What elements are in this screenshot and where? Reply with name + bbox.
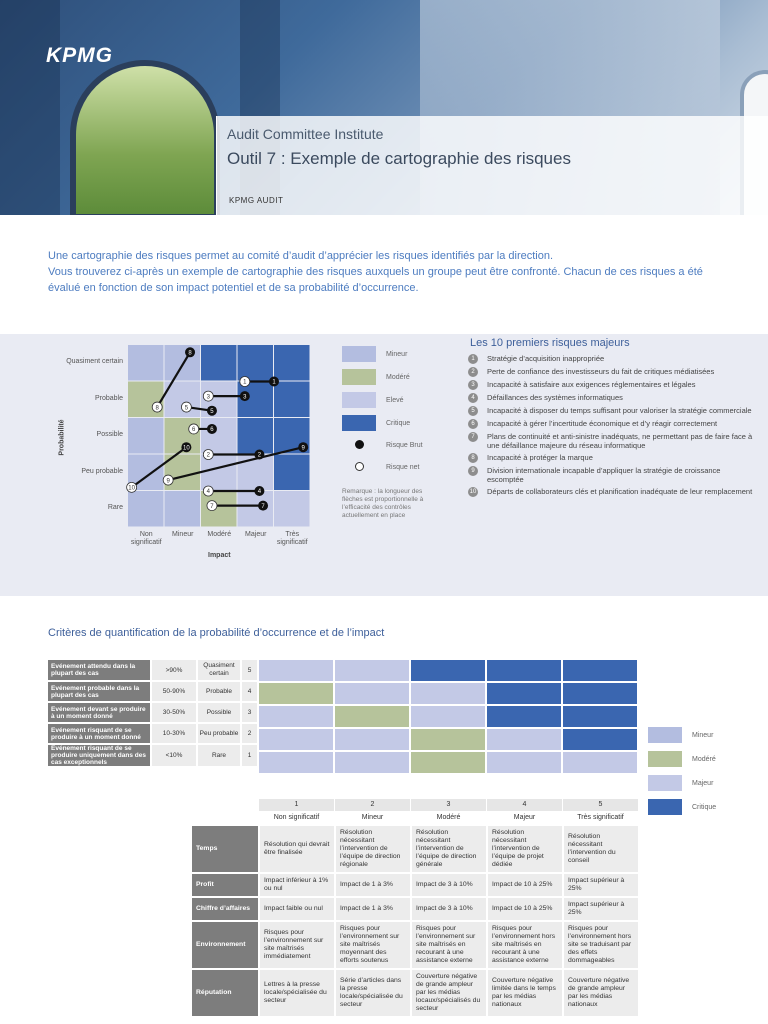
likelihood-row bbox=[48, 681, 257, 702]
likelihood-desc: Evénement devant se produire à un moment donné bbox=[48, 702, 151, 723]
criteria-title: Critères de quantification de la probabilité d’occurrence et de l’impact bbox=[48, 627, 385, 639]
risk-cell bbox=[128, 491, 164, 527]
legend-risque-net bbox=[342, 462, 419, 473]
top10-item bbox=[468, 466, 758, 484]
criteria-cell bbox=[335, 683, 409, 704]
impact-cell: Résolution nécessitant l’intervention de l’équipe de direction générale bbox=[411, 826, 487, 873]
risk-net-label: 5 bbox=[184, 405, 189, 412]
risk-cell bbox=[201, 345, 237, 381]
kpmg-logo: KPMG bbox=[46, 44, 113, 67]
risk-cell bbox=[238, 418, 274, 454]
risk-net-label: 8 bbox=[155, 405, 159, 412]
impact-cell: Résolution nécessitant l’intervention du conseil bbox=[563, 826, 639, 873]
risk-net-label: 3 bbox=[206, 394, 210, 401]
criteria-cell bbox=[335, 660, 409, 681]
number-badge-icon: 3 bbox=[468, 380, 478, 390]
risk-brut-label: 10 bbox=[183, 445, 190, 452]
risk-brut-label: 2 bbox=[257, 452, 262, 459]
risk-cell bbox=[128, 418, 164, 454]
impact-cell: Impact de 10 à 25% bbox=[487, 873, 563, 897]
risk-map-remark: Remarque : la longueur des flèches est proportionnelle à l’efficacité des contrôles actuellement en place bbox=[342, 488, 424, 519]
risk-cell bbox=[165, 345, 201, 381]
top10-item-text: Stratégie d’acquisition inappropriée bbox=[487, 354, 605, 363]
impact-cell: Impact inférieur à 1% ou nul bbox=[259, 873, 335, 897]
risk-net-label: 10 bbox=[128, 485, 135, 492]
hollow-dot-icon bbox=[342, 462, 376, 473]
impact-cell: Impact de 1 à 3% bbox=[335, 897, 411, 921]
likelihood-row bbox=[48, 723, 257, 744]
risk-cell bbox=[165, 491, 201, 527]
likelihood-row bbox=[48, 702, 257, 723]
top10-item-text: Plans de continuité et anti-sinistre inadéquats, ne permettant pas de faire face à une défaillance majeure du réseau informatique bbox=[487, 432, 753, 450]
legend-critique bbox=[342, 415, 410, 431]
intro-paragraph-2: Vous trouverez ci-après un exemple de cartographie des risques auxquels un groupe peut être confronté. Chacun de ces risques a été évalué en fonction de son impact potentiel et de sa probabilité d’occurrence. bbox=[48, 266, 703, 294]
top10-item-text: Départs de collaborateurs clés et planification inadéquate de leur remplacement bbox=[487, 487, 753, 496]
legend-swatch bbox=[648, 775, 682, 791]
legend-swatch bbox=[648, 799, 682, 815]
impact-category: Réputation bbox=[192, 969, 259, 1017]
legend-majeur bbox=[648, 774, 716, 792]
risk-net-label: 1 bbox=[243, 379, 247, 386]
legend-label: Risque net bbox=[386, 464, 420, 471]
impact-category: Temps bbox=[192, 826, 259, 873]
criteria-cell bbox=[411, 752, 485, 773]
x-tick-label: Majeur bbox=[245, 530, 267, 538]
legend-modere bbox=[342, 369, 410, 385]
x-axis-title: Impact bbox=[208, 552, 231, 559]
criteria-cell bbox=[487, 706, 561, 727]
risk-brut-label: 4 bbox=[257, 489, 262, 496]
impact-cell: Lettres à la presse locale/spécialisée du secteur bbox=[259, 969, 335, 1017]
top10-item-text: Incapacité à satisfaire aux exigences réglementaires et légales bbox=[487, 380, 696, 389]
likelihood-lab: Possible bbox=[197, 702, 241, 723]
legend-label: Elevé bbox=[386, 396, 404, 404]
top10-list bbox=[468, 354, 758, 500]
likelihood-row bbox=[48, 660, 257, 681]
institute-name: Audit Committee Institute bbox=[227, 126, 384, 142]
number-badge-icon: 5 bbox=[468, 406, 478, 416]
likelihood-lab: Quasiment certain bbox=[197, 660, 241, 681]
legend-mineur bbox=[342, 346, 407, 362]
risk-cell bbox=[274, 455, 310, 491]
criteria-cell bbox=[411, 706, 485, 727]
top10-item bbox=[468, 367, 758, 377]
impact-row bbox=[192, 969, 639, 1017]
risk-brut-label: 7 bbox=[261, 503, 265, 510]
impact-criteria-table bbox=[192, 826, 640, 1018]
impact-number: 5 bbox=[563, 799, 639, 811]
criteria-cell bbox=[259, 706, 333, 727]
likelihood-lab: Peu probable bbox=[197, 723, 241, 744]
legend-swatch bbox=[648, 751, 682, 767]
legend-swatch bbox=[342, 346, 376, 362]
legend-label: Critique bbox=[386, 419, 411, 427]
risk-net-label: 4 bbox=[206, 489, 210, 496]
criteria-cell bbox=[487, 683, 561, 704]
top10-item bbox=[468, 419, 758, 429]
impact-cell: Impact faible ou nul bbox=[259, 897, 335, 921]
top10-item bbox=[468, 487, 758, 497]
likelihood-pct: >90% bbox=[151, 660, 197, 681]
risk-brut-label: 9 bbox=[301, 445, 305, 452]
criteria-cell bbox=[259, 660, 333, 681]
impact-cell: Impact de 3 à 10% bbox=[411, 897, 487, 921]
risk-cell bbox=[201, 418, 237, 454]
page-subtitle: KPMG AUDIT bbox=[229, 196, 284, 205]
top10-item-text: Défaillances des systèmes informatiques bbox=[487, 393, 623, 402]
y-tick-label: Possible bbox=[96, 431, 123, 439]
x-tick-label: Modéré bbox=[207, 530, 232, 538]
number-badge-icon: 7 bbox=[468, 432, 478, 442]
likelihood-lab: Probable bbox=[197, 681, 241, 702]
criteria-cell bbox=[335, 706, 409, 727]
impact-category: Profit bbox=[192, 873, 259, 897]
top10-item bbox=[468, 432, 758, 450]
impact-cell: Série d’articles dans la presse locale/spécialisée du secteur bbox=[335, 969, 411, 1017]
legend-label: Majeur bbox=[692, 779, 714, 787]
risk-cell bbox=[272, 379, 310, 418]
intro-paragraph-1: Une cartographie des risques permet au comité d’audit d’apprécier les risques identifiés par la direction. bbox=[48, 250, 554, 262]
impact-name: Majeur bbox=[487, 812, 563, 824]
likelihood-desc: Evénement risquant de se produire uniquement dans des cas exceptionnels bbox=[48, 744, 151, 767]
likelihood-n: 4 bbox=[241, 681, 257, 702]
impact-name: Modéré bbox=[411, 812, 487, 824]
criteria-cell bbox=[411, 729, 485, 750]
risk-cell bbox=[201, 452, 237, 491]
likelihood-pct: 50-90% bbox=[151, 681, 197, 702]
impact-name: Mineur bbox=[335, 812, 411, 824]
impact-name: Très significatif bbox=[563, 812, 639, 824]
criteria-cell bbox=[563, 706, 637, 727]
likelihood-pct: <10% bbox=[151, 744, 197, 767]
top10-item bbox=[468, 380, 758, 390]
number-badge-icon: 6 bbox=[468, 419, 478, 429]
criteria-cell bbox=[563, 660, 637, 681]
legend-swatch bbox=[342, 415, 376, 431]
y-tick-label: Quasiment certain bbox=[66, 358, 123, 366]
legend-eleve bbox=[342, 392, 404, 408]
likelihood-pct: 30-50% bbox=[151, 702, 197, 723]
impact-cell: Résolution nécessitant l’intervention de l’équipe de projet dédiée bbox=[487, 826, 563, 873]
criteria-legend bbox=[648, 726, 716, 822]
y-tick-label: Peu probable bbox=[81, 467, 123, 475]
likelihood-n: 2 bbox=[241, 723, 257, 744]
impact-category: Environnement bbox=[192, 921, 259, 969]
risk-net-label: 6 bbox=[192, 427, 196, 434]
top10-item-text: Perte de confiance des investisseurs du fait de critiques médiatisées bbox=[487, 367, 715, 376]
criteria-cell bbox=[487, 729, 561, 750]
impact-number: 1 bbox=[259, 799, 335, 811]
impact-cell: Risques pour l’environnement sur site maîtrisés moyennant des efforts soutenus bbox=[335, 921, 411, 969]
criteria-cell bbox=[487, 752, 561, 773]
likelihood-table bbox=[48, 660, 257, 768]
impact-cell: Impact de 3 à 10% bbox=[411, 873, 487, 897]
legend-label: Mineur bbox=[692, 731, 714, 739]
risk-cell bbox=[274, 345, 310, 381]
impact-names-row bbox=[259, 812, 639, 824]
impact-cell: Impact de 10 à 25% bbox=[487, 897, 563, 921]
legend-label: Modéré bbox=[692, 755, 716, 763]
impact-cell: Résolution nécessitant l’intervention de l’équipe de direction régionale bbox=[335, 826, 411, 873]
impact-cell: Risques pour l’environnement sur site maîtrisés en recourant à une assistance externe bbox=[411, 921, 487, 969]
risk-cell bbox=[238, 491, 274, 527]
impact-cell: Risques pour l’environnement hors site maîtrisés en recourant à une assistance externe bbox=[487, 921, 563, 969]
impact-row bbox=[192, 873, 639, 897]
top10-item bbox=[468, 406, 758, 416]
legend-label: Risque Brut bbox=[386, 442, 423, 449]
likelihood-n: 1 bbox=[241, 744, 257, 767]
y-axis-title: Probabilité bbox=[58, 419, 66, 456]
likelihood-row bbox=[48, 744, 257, 767]
impact-cell: Couverture négative de grande ampleur par les médias nationaux bbox=[563, 969, 639, 1017]
impact-number: 4 bbox=[487, 799, 563, 811]
number-badge-icon: 8 bbox=[468, 453, 478, 463]
top10-item bbox=[468, 393, 758, 403]
likelihood-n: 5 bbox=[241, 660, 257, 681]
criteria-cell bbox=[411, 660, 485, 681]
impact-name: Non significatif bbox=[259, 812, 335, 824]
top10-item-text: Incapacité à gérer l’incertitude économique et d’y réagir correctement bbox=[487, 419, 718, 428]
top10-item bbox=[468, 453, 758, 463]
risk-cell bbox=[238, 345, 274, 381]
criteria-cell bbox=[563, 729, 637, 750]
risk-cell bbox=[128, 345, 164, 381]
likelihood-desc: Evénement probable dans la plupart des cas bbox=[48, 681, 151, 702]
impact-row bbox=[192, 921, 639, 969]
risk-net-label: 2 bbox=[206, 452, 210, 459]
top10-item-text: Division internationale incapable d’appliquer la stratégie de croissance escomptée bbox=[487, 466, 721, 484]
legend-risque-brut bbox=[342, 440, 423, 451]
impact-category: Chiffre d’affaires bbox=[192, 897, 259, 921]
impact-cell: Couverture négative limitée dans le temps par les médias nationaux bbox=[487, 969, 563, 1017]
top10-item-text: Incapacité à disposer du temps suffisant pour valoriser la stratégie commerciale bbox=[487, 406, 752, 415]
impact-cell: Impact supérieur à 25% bbox=[563, 873, 639, 897]
impact-number: 3 bbox=[411, 799, 487, 811]
top10-item bbox=[468, 354, 758, 364]
risk-brut-label: 6 bbox=[210, 427, 214, 434]
likelihood-lab: Rare bbox=[197, 744, 241, 767]
y-tick-label: Rare bbox=[107, 504, 123, 512]
criteria-cell bbox=[259, 683, 333, 704]
impact-cell: Risques pour l’environnement sur site maîtrisés immédiatement bbox=[259, 921, 335, 969]
criteria-cell bbox=[411, 683, 485, 704]
likelihood-desc: Evénement attendu dans la plupart des cas bbox=[48, 660, 151, 681]
criteria-grid bbox=[259, 660, 637, 773]
impact-row bbox=[192, 897, 639, 921]
impact-number: 2 bbox=[335, 799, 411, 811]
number-badge-icon: 9 bbox=[468, 466, 478, 476]
impact-row bbox=[192, 826, 639, 873]
criteria-cell bbox=[563, 683, 637, 704]
risk-cell bbox=[274, 491, 310, 527]
x-tick-label: Très significatif bbox=[276, 530, 308, 546]
criteria-cell bbox=[335, 729, 409, 750]
x-tick-label: Non significatif bbox=[130, 530, 162, 546]
top10-item-text: Incapacité à protéger la marque bbox=[487, 453, 593, 462]
x-tick-label: Mineur bbox=[172, 530, 194, 538]
risk-brut-label: 3 bbox=[243, 394, 247, 401]
risk-cell bbox=[201, 491, 237, 527]
legend-label: Modéré bbox=[386, 373, 410, 381]
legend-swatch bbox=[342, 392, 376, 408]
criteria-cell bbox=[335, 752, 409, 773]
number-badge-icon: 1 bbox=[468, 354, 478, 364]
risk-brut-label: 8 bbox=[188, 350, 192, 357]
number-badge-icon: 2 bbox=[468, 367, 478, 377]
page-title: Outil 7 : Exemple de cartographie des risques bbox=[227, 149, 571, 168]
legend-critique bbox=[648, 798, 716, 816]
number-badge-icon: 4 bbox=[468, 393, 478, 403]
top10-title: Les 10 premiers risques majeurs bbox=[470, 337, 630, 349]
criteria-cell bbox=[259, 729, 333, 750]
risk-brut-label: 1 bbox=[272, 379, 276, 386]
impact-cell: Résolution qui devrait être finalisée bbox=[259, 826, 335, 873]
criteria-cell bbox=[259, 752, 333, 773]
likelihood-desc: Evénement risquant de se produire à un moment donné bbox=[48, 723, 151, 744]
likelihood-n: 3 bbox=[241, 702, 257, 723]
impact-cell: Impact de 1 à 3% bbox=[335, 873, 411, 897]
filled-dot-icon bbox=[342, 440, 376, 451]
legend-label: Mineur bbox=[386, 350, 408, 358]
impact-cell: Impact supérieur à 25% bbox=[563, 897, 639, 921]
impact-numbers-row bbox=[259, 799, 639, 811]
likelihood-pct: 10-30% bbox=[151, 723, 197, 744]
risk-brut-label: 5 bbox=[210, 408, 214, 415]
legend-swatch bbox=[342, 369, 376, 385]
risk-net-label: 7 bbox=[210, 503, 214, 510]
legend-swatch bbox=[648, 727, 682, 743]
legend-mineur bbox=[648, 726, 716, 744]
legend-modere bbox=[648, 750, 716, 768]
y-tick-label: Probable bbox=[94, 394, 123, 402]
criteria-cell bbox=[487, 660, 561, 681]
legend-label: Critique bbox=[692, 803, 717, 811]
impact-cell: Risques pour l’environnement hors site se traduisant par des effets dommageables bbox=[563, 921, 639, 969]
impact-cell: Couverture négative de grande ampleur par les médias locaux/spécialisés du secteur bbox=[411, 969, 487, 1017]
risk-net-label: 9 bbox=[166, 478, 170, 485]
number-badge-icon: 10 bbox=[469, 489, 477, 495]
criteria-cell bbox=[563, 752, 637, 773]
